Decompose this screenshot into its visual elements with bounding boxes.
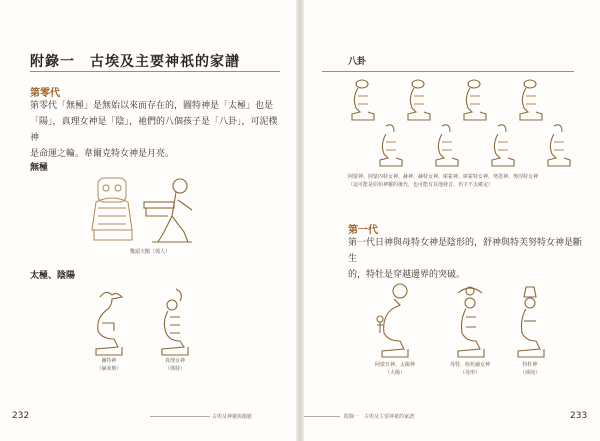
- atum-figure: [510, 283, 550, 359]
- right-folio: 233: [570, 411, 588, 421]
- ra-figure: [370, 283, 418, 359]
- bagua-figures: [344, 78, 572, 170]
- maat-name: 真理女神: [164, 358, 185, 364]
- title-rule: [30, 71, 280, 72]
- appendix-title: 附錄一 古埃及主要神祇的家譜: [30, 54, 240, 70]
- frog-deity-figure: [408, 80, 430, 120]
- right-runner-line: [304, 416, 340, 417]
- ra-gloss: （大陽）: [384, 370, 405, 376]
- book-gutter: [296, 0, 304, 441]
- first-gen-paragraph: [348, 235, 584, 283]
- taiji-label: 太極、陰陽: [30, 271, 76, 281]
- right-page: [304, 0, 600, 441]
- hathor-gloss: （母形）: [459, 370, 480, 376]
- bagua-caption-line: 阿蒙神、阿蒙內特女神、赫神、赫特女神、庫霍神、庫霍特女神、努恩神、努涅特女神: [348, 174, 539, 180]
- snake-deity-figure: [492, 125, 514, 166]
- thoth-figure: [88, 287, 128, 357]
- atum-caption: [500, 361, 560, 377]
- snake-deity-figure: [548, 125, 570, 166]
- wuji-label: 無極: [30, 163, 49, 173]
- ra-caption: [360, 361, 430, 377]
- right-title-rule: [322, 71, 574, 72]
- snake-deity-figure: [380, 125, 402, 166]
- thoth-gloss: （赫米斯）: [96, 366, 122, 372]
- left-folio: 232: [12, 411, 30, 421]
- bagua-label: 八卦: [348, 57, 367, 67]
- bagua-caption-line: （這可能是原始神靈的後代，也可能有其他發音、名字不太確定）: [348, 182, 494, 188]
- snake-deity-figure: [436, 125, 458, 166]
- paragraph-line: 第一代日神與母特女神是陰形的，舒神與特芙努特女神是斷生: [348, 238, 583, 264]
- ra-name: 阿蒙日神、太陽神: [374, 362, 415, 368]
- maat-gloss: （瑪特）: [164, 366, 185, 372]
- thoth-name: 圖特神: [101, 358, 117, 364]
- paragraph-line: 的，特牡是穿越邊界的突破。: [348, 270, 466, 280]
- hathor-figure: [450, 283, 490, 359]
- generation-zero-heading: 第零代: [30, 88, 60, 99]
- left-page: [0, 0, 296, 441]
- first-gen-heading: 第一代: [348, 225, 378, 236]
- atum-gloss: （渾沌）: [519, 370, 540, 376]
- left-running-head: 古埃及神靈與龍脈: [212, 414, 253, 420]
- wuji-caption: 雙頭天鵝（瑪人）: [129, 249, 170, 255]
- maat-figure: [154, 287, 194, 357]
- frog-deity-figure: [520, 80, 542, 120]
- paragraph-line: 「陽」，真理女神是「陰」，祂們的八個孩子是「八卦」，可泥樸神: [30, 117, 278, 143]
- frog-deity-figure: [464, 80, 486, 120]
- maat-caption: [150, 357, 200, 373]
- hathor-caption: [435, 361, 505, 377]
- wuji-figure: [92, 172, 202, 248]
- paragraph-line: 第零代「無極」是無始以來而存在的，圖特神是「太極」也是: [30, 101, 274, 111]
- hathor-name: 母特、哈托爾女神: [449, 362, 490, 368]
- right-running-head: 附錄一 古埃及主要神祇的家譜: [344, 414, 415, 420]
- generation-zero-paragraph: [30, 98, 280, 162]
- frog-deity-figure: [352, 80, 374, 120]
- atum-name: 特牡神: [522, 362, 538, 368]
- left-runner-line: [150, 416, 210, 417]
- thoth-caption: [84, 357, 134, 373]
- paragraph-line: 是命運之輪。韋爾克特女神是月亮。: [30, 149, 175, 159]
- bagua-caption: [348, 173, 588, 189]
